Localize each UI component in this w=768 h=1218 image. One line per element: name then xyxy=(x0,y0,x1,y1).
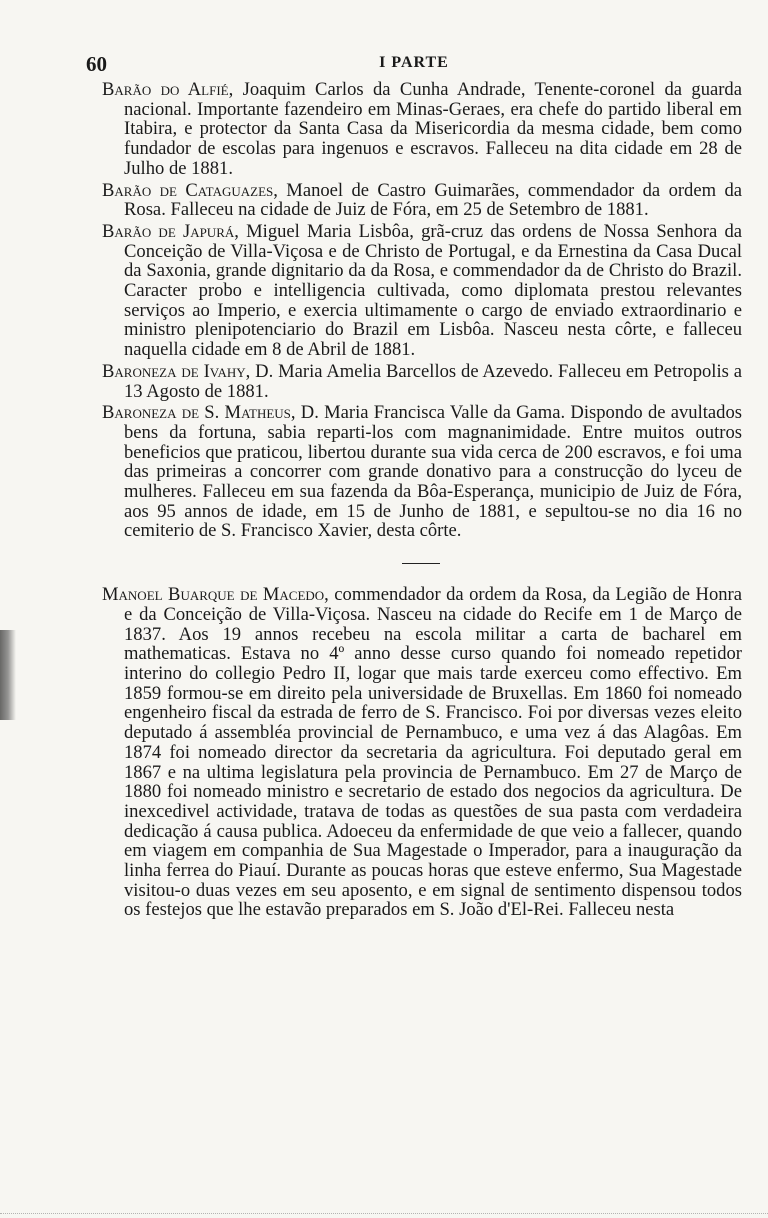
obituary-entry xyxy=(102,362,742,401)
biography-entry xyxy=(102,585,742,920)
running-head: I PARTE xyxy=(379,54,449,71)
obituary-entry xyxy=(102,403,742,541)
binding-shadow xyxy=(0,630,16,720)
entry-name: Barão de Japurá, xyxy=(102,220,239,242)
entry-name: Barão do Alfié, xyxy=(102,79,234,100)
entry-name: Manoel Buarque de Macedo, xyxy=(102,584,329,606)
obituary-entry xyxy=(102,181,742,220)
page-number: 60 xyxy=(86,52,107,76)
page-bottom-edge xyxy=(0,1203,768,1214)
page-body xyxy=(102,80,742,922)
entry-name: Barão de Cataguazes, xyxy=(102,179,278,201)
entry-text: Manoel de Castro Guimarães, commendador da ordem da Rosa. Falleceu na cidade de Juiz de Fóra, em 25 de Setembro de 1881. xyxy=(124,179,742,221)
section-divider xyxy=(102,543,742,585)
divider-rule xyxy=(402,563,440,564)
obituary-entry xyxy=(102,222,742,360)
entry-text: Joaquim Carlos da Cunha Andrade, Tenente-coronel da guarda nacional. Importante fazendeiro em Minas-Geraes, era chefe do partido liberal em Itabira, e protector da Santa Casa da Misericordia da mesma cidade, bem como fundador de escolas para ingenuos e escravos. Falleceu na dita cidade em 28 de Julho de 1881. xyxy=(124,79,742,179)
entry-text: Miguel Maria Lisbôa, grã-cruz das ordens de Nossa Senhora da Conceição de Villa-Viçosa e de Christo de Portugal, e da Ernestina da Casa Ducal da Saxonia, grande dignitario da da Rosa, e commendador da de Christo do Brazil. Caracter probo e intelligencia cultivada, como diplomata prestou relevantes serviços ao Imperio, e exercia ultimamente o cargo de enviado extraordinario e ministro plenipotenciario do Brazil em Lisbôa. Nasceu nesta côrte, e falleceu naquella cidade em 8 de Abril de 1881. xyxy=(124,220,742,361)
entry-text: D. Maria Francisca Valle da Gama. Dispondo de avultados bens da fortuna, sabia reparti-los com magnanimidade. Entre muitos outros beneficios que praticou, libertou durante sua vida cerca de 200 escravos, e foi uma das primeiras a concorrer com grande donativo para a construcção do lyceu de mulheres. Falleceu em sua fazenda da Bôa-Esperança, municipio de Juiz de Fóra, aos 95 annos de idade, em 15 de Junho de 1881, e sepultou-se no dia 16 no cemiterio de S. Francisco Xavier, desta côrte. xyxy=(124,402,742,542)
entry-text: commendador da ordem da Rosa, da Legião de Honra e da Conceição de Villa-Viçosa. Nasceu na cidade do Recife em 1 de Março de 1837. Aos 19 annos recebeu na escola militar a carta de bacharel em mathematicas. Estava no 4º anno desse curso quando foi nomeado repetidor interino do collegio Pedro II, logar que mais tarde exerceu como effectivo. Em 1859 formou-se em direito pela universidade de Bruxellas. Em 1860 foi nomeado engenheiro fiscal da estrada de ferro de S. Francisco. Foi por diversas vezes eleito deputado á assembléa provincial de Pernambuco, e uma vez á das Alagôas. Em 1874 foi nomeado director da secretaria da agricultura. Foi deputado geral em 1867 e na ultima legislatura pela provincia de Pernambuco. Em 27 de Março de 1880 foi nomeado ministro e secretario de estado dos negocios da agricultura. De inexcedivel actividade, tratava de todas as questões de sua pasta com verdadeira dedicação á causa publica. Adoeceu da enfermidade de que veio a fallecer, quando em viagem em companhia de Sua Magestade o Imperador, para a inauguração da linha ferrea do Piauí. Durante as poucas horas que esteve enfermo, Sua Magestade visitou-o duas vezes em seu aposento, e em signal de sentimento dispensou todos os festejos que lhe estavão preparados em S. João d'El-Rei. Falleceu nesta xyxy=(124,584,742,921)
entry-name: Baroneza de S. Matheus, xyxy=(102,402,296,424)
entry-text: D. Maria Amelia Barcellos de Azevedo. Falleceu em Petropolis a 13 Agosto de 1881. xyxy=(124,360,742,402)
page-header xyxy=(86,52,742,76)
entry-name: Baroneza de Ivahy, xyxy=(102,360,251,382)
obituary-entry xyxy=(102,80,742,179)
